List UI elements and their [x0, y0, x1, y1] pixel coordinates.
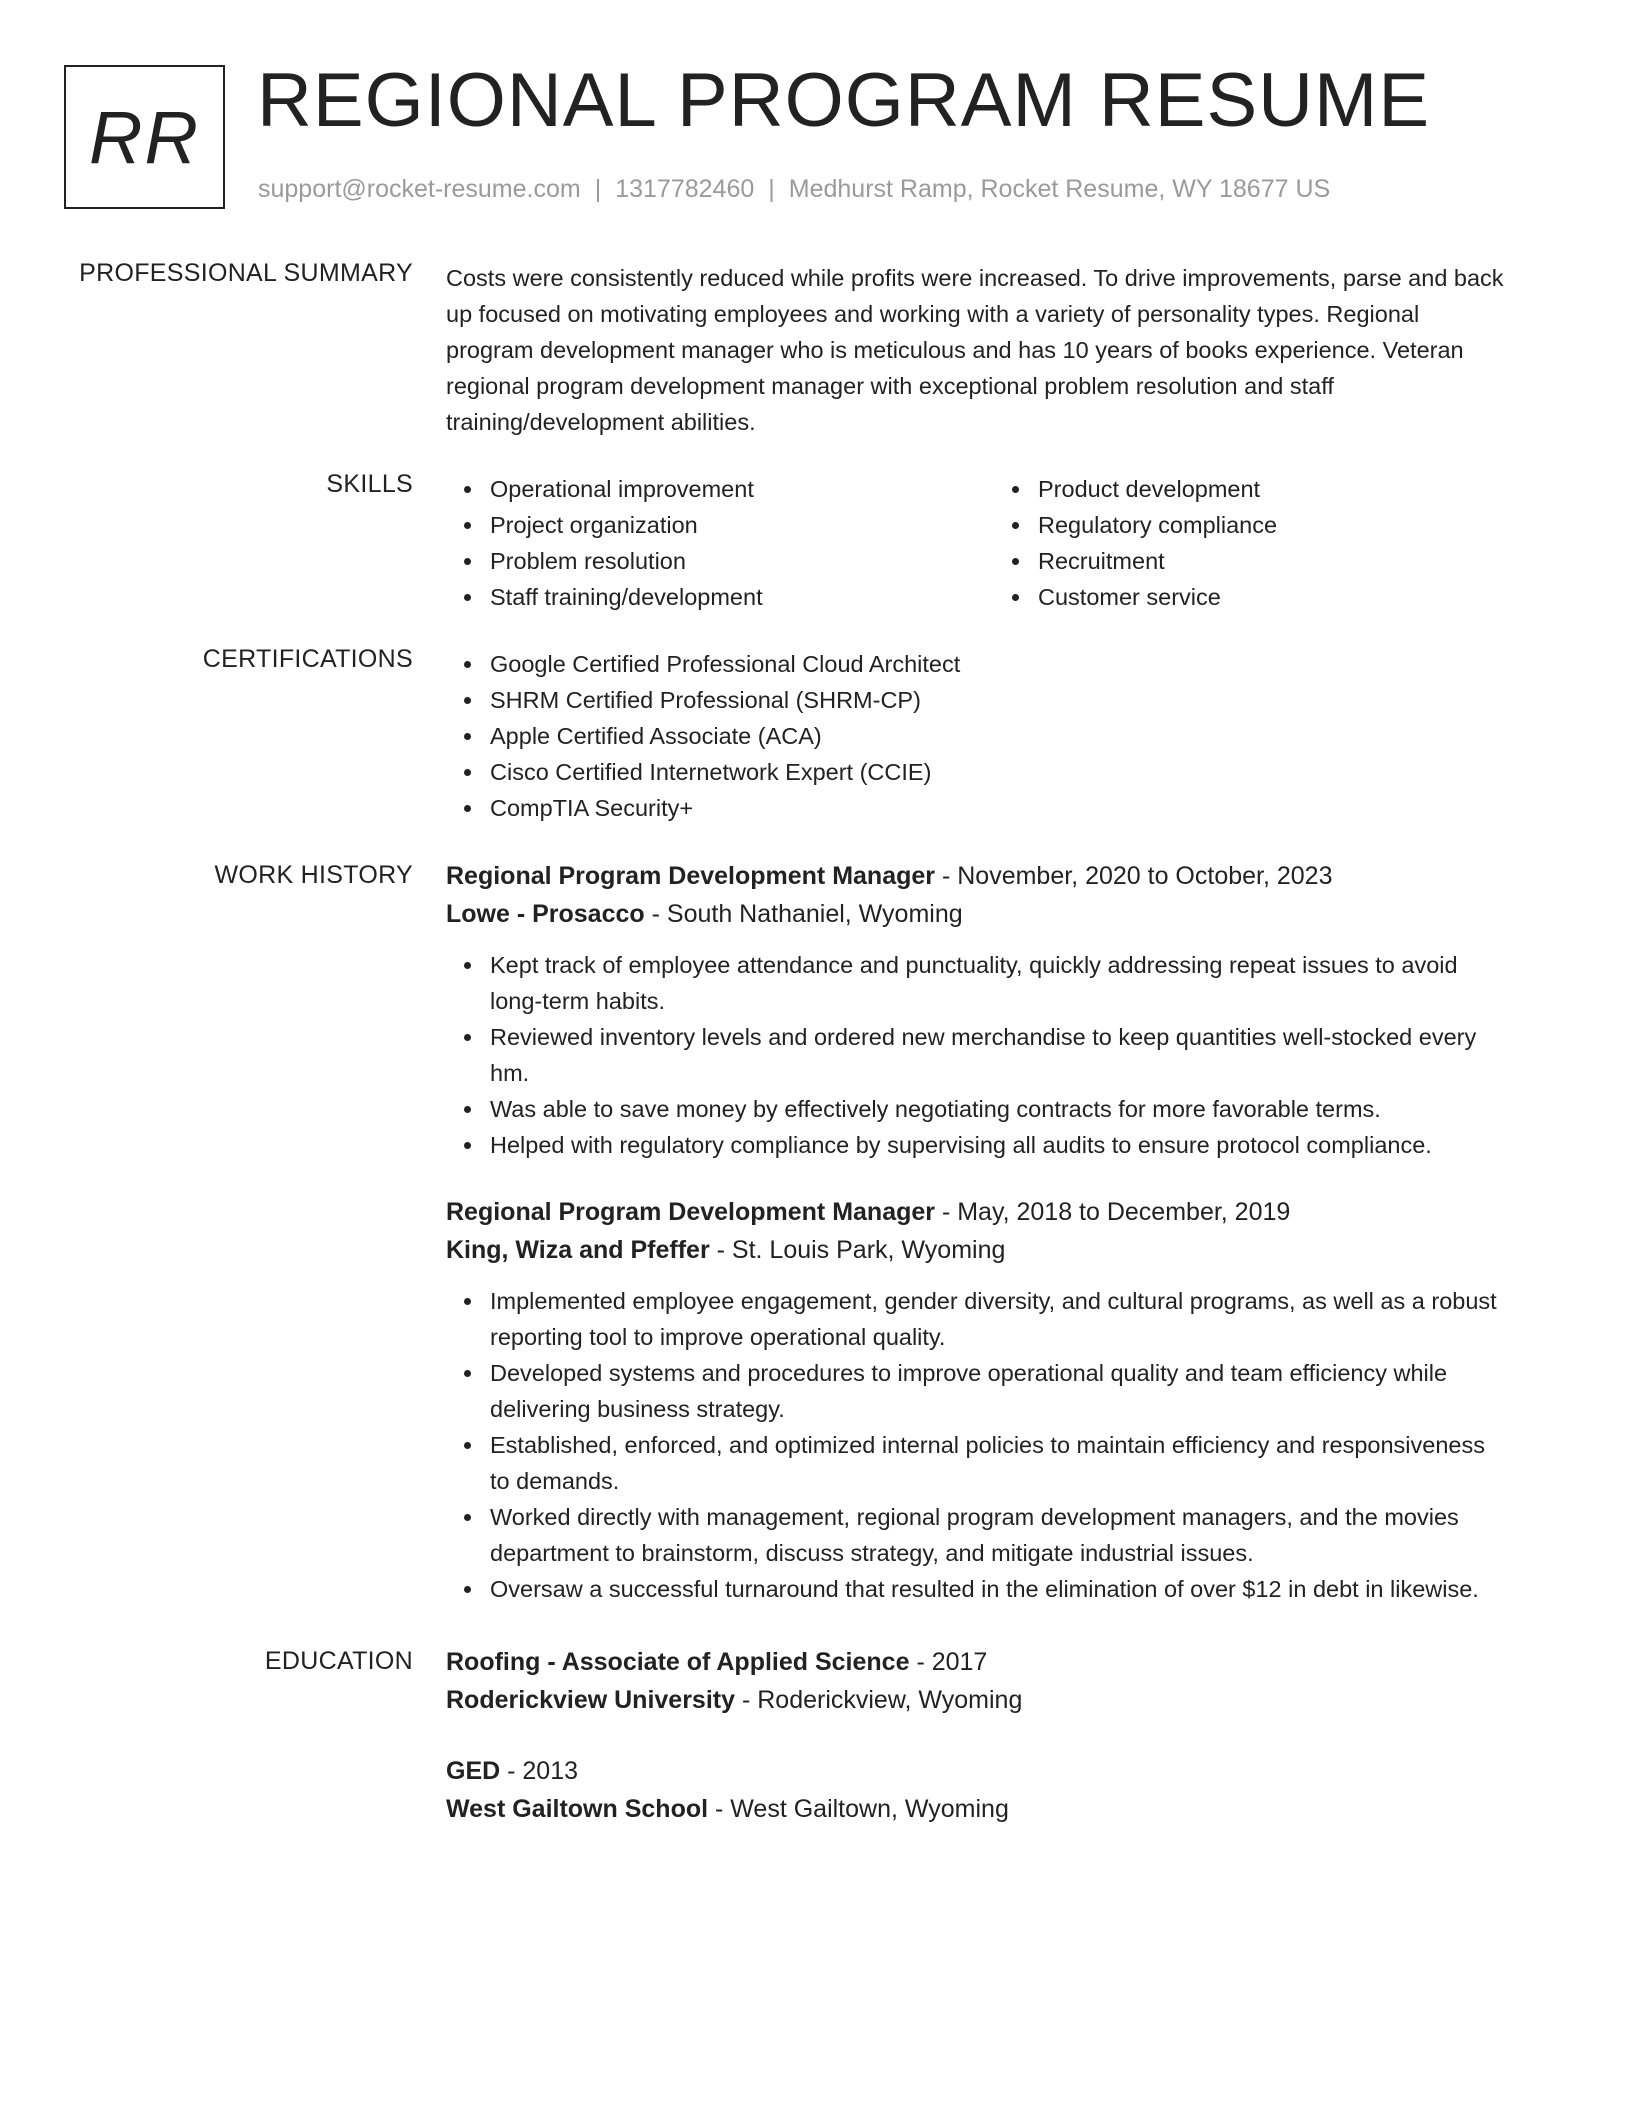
- section-label-skills: SKILLS: [326, 470, 413, 498]
- education-school-line: [446, 1790, 1566, 1828]
- education-school: West Gailtown School: [446, 1795, 709, 1823]
- contact-separator: |: [594, 175, 602, 203]
- monogram-logo: [64, 65, 225, 209]
- job-title: Regional Program Development Manager: [446, 862, 936, 890]
- skill-item: Operational improvement: [446, 471, 994, 507]
- summary-line: training/development abilities.: [446, 409, 756, 435]
- job-bullet: Established, enforced, and optimized internal policies to maintain efficiency and responsiveness to demands.: [446, 1427, 1566, 1499]
- skill-item: Project organization: [446, 507, 994, 543]
- summary-line: program development manager who is meticulous and has 10 years of books experience. Veteran: [446, 337, 1464, 363]
- job-title: Regional Program Development Manager: [446, 1198, 936, 1226]
- education-location: - West Gailtown, Wyoming: [708, 1795, 1009, 1823]
- section-label-education: EDUCATION: [264, 1647, 413, 1675]
- resume-title: REGIONAL PROGRAM RESUME: [257, 58, 1431, 143]
- education-degree: GED: [446, 1757, 501, 1785]
- job-location: - South Nathaniel, Wyoming: [644, 900, 963, 928]
- skill-item: Customer service: [994, 579, 1494, 615]
- education-body: [446, 1643, 1566, 1828]
- job-company: Lowe - Prosacco: [446, 900, 645, 928]
- skill-item: Staff training/development: [446, 579, 994, 615]
- skill-item: Product development: [994, 471, 1494, 507]
- job-heading: [446, 1193, 1566, 1231]
- job-company-line: [446, 1231, 1566, 1269]
- skills-column-2: [994, 471, 1494, 615]
- section-label-summary: PROFESSIONAL SUMMARY: [79, 259, 413, 287]
- certification-item: Google Certified Professional Cloud Architect: [446, 646, 1566, 682]
- job-entry: [446, 1193, 1566, 1607]
- job-company-line: [446, 895, 1566, 933]
- skill-item: Regulatory compliance: [994, 507, 1494, 543]
- education-school: Roderickview University: [446, 1686, 736, 1714]
- contact-phone[interactable]: 1317782460: [615, 175, 755, 203]
- summary-line: Costs were consistently reduced while profits were increased. To drive improvements, parse and back: [446, 265, 1504, 291]
- job-bullet: Reviewed inventory levels and ordered new merchandise to keep quantities well-stocked every hm.: [446, 1019, 1566, 1091]
- certifications-list: [446, 646, 1566, 826]
- job-bullet: Oversaw a successful turnaround that resulted in the elimination of over $12 in debt in likewise.: [446, 1571, 1566, 1607]
- summary-text: [446, 260, 1566, 440]
- resume-header: [64, 58, 1584, 210]
- skills-column-1: [446, 471, 994, 615]
- job-bullet: Kept track of employee attendance and punctuality, quickly addressing repeat issues to avoid long-term habits.: [446, 947, 1566, 1019]
- job-bullet: Helped with regulatory compliance by supervising all audits to ensure protocol compliance.: [446, 1127, 1566, 1163]
- job-dates: - November, 2020 to October, 2023: [935, 862, 1333, 890]
- summary-line: up focused on motivating employees and working with a variety of personality types. Regional: [446, 301, 1420, 327]
- skills-list: [446, 471, 1566, 615]
- section-label-work: WORK HISTORY: [214, 861, 413, 889]
- education-entry: [446, 1643, 1566, 1719]
- education-school-line: [446, 1681, 1566, 1719]
- certification-item: Cisco Certified Internetwork Expert (CCIE): [446, 754, 1566, 790]
- job-bullet: Worked directly with management, regional program development managers, and the movies department to brainstorm, discuss strategy, and mitigate industrial issues.: [446, 1499, 1566, 1571]
- job-location: - St. Louis Park, Wyoming: [709, 1236, 1006, 1264]
- job-dates: - May, 2018 to December, 2019: [935, 1198, 1291, 1226]
- certification-item: SHRM Certified Professional (SHRM-CP): [446, 682, 1566, 718]
- job-bullet: Developed systems and procedures to improve operational quality and team efficiency while delivering business strategy.: [446, 1355, 1566, 1427]
- certification-item: Apple Certified Associate (ACA): [446, 718, 1566, 754]
- job-company: King, Wiza and Pfeffer: [446, 1236, 710, 1264]
- monogram-initials: RR: [89, 95, 200, 179]
- job-entry: [446, 857, 1566, 1163]
- summary-line: regional program development manager with exceptional problem resolution and staff: [446, 373, 1334, 399]
- education-year: - 2017: [909, 1648, 988, 1676]
- contact-separator: |: [768, 175, 775, 203]
- education-entry: [446, 1752, 1566, 1828]
- section-label-certifications: CERTIFICATIONS: [202, 645, 413, 673]
- job-heading: [446, 857, 1566, 895]
- education-degree: Roofing - Associate of Applied Science: [446, 1648, 910, 1676]
- contact-line: [258, 175, 1330, 204]
- job-bullet: Implemented employee engagement, gender diversity, and cultural programs, as well as a robust reporting tool to improve operational quality.: [446, 1283, 1566, 1355]
- contact-email[interactable]: support@rocket-resume.com: [258, 175, 581, 203]
- job-bullet-list: [446, 1283, 1566, 1607]
- work-history-body: [446, 857, 1566, 1607]
- skill-item: Problem resolution: [446, 543, 994, 579]
- education-heading: [446, 1643, 1566, 1681]
- job-bullet-list: [446, 947, 1566, 1163]
- contact-address: Medhurst Ramp, Rocket Resume, WY 18677 US: [788, 175, 1331, 203]
- job-bullet: Was able to save money by effectively negotiating contracts for more favorable terms.: [446, 1091, 1566, 1127]
- education-location: - Roderickview, Wyoming: [735, 1686, 1023, 1714]
- education-heading: [446, 1752, 1566, 1790]
- skill-item: Recruitment: [994, 543, 1494, 579]
- education-year: - 2013: [500, 1757, 579, 1785]
- certification-item: CompTIA Security+: [446, 790, 1566, 826]
